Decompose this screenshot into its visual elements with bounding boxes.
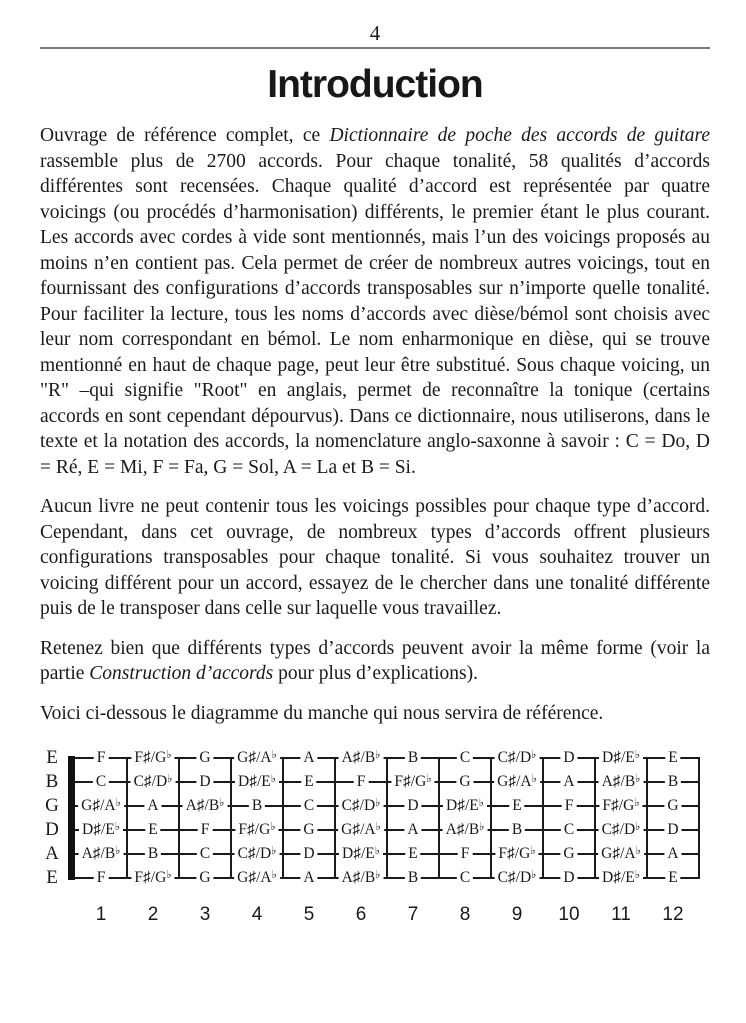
- note-cell: A: [664, 845, 681, 863]
- note-cell: G♯/A♭: [338, 821, 384, 839]
- note-cell: G: [456, 773, 473, 791]
- fret-number: 6: [355, 904, 367, 925]
- fret-number: 12: [662, 904, 684, 925]
- note-cell: F: [458, 845, 473, 863]
- fret-number: 1: [95, 904, 107, 925]
- page-title: Introduction: [267, 63, 483, 106]
- note-cell: A: [300, 869, 317, 887]
- note-cell: C: [457, 749, 473, 767]
- note-cell: D♯/E♭: [339, 845, 383, 863]
- note-cell: A♯/B♭: [443, 821, 488, 839]
- note-cell: B: [405, 869, 421, 887]
- note-cell: G: [560, 845, 577, 863]
- note-cell: F: [94, 869, 109, 887]
- text-run: Ouvrage de référence complet, ce: [40, 125, 330, 146]
- header-rule: [40, 47, 710, 49]
- note-cell: F♯/G♭: [131, 749, 174, 767]
- note-cell: G: [664, 797, 681, 815]
- fret-line: [438, 757, 440, 879]
- note-cell: F: [562, 797, 577, 815]
- note-cell: G♯/A♭: [494, 773, 540, 791]
- string-label: E: [46, 747, 58, 768]
- note-cell: C♯/D♭: [235, 845, 280, 863]
- text-run: Retenez bien que différents types d’accords peuvent avoir la même forme (voir la partie: [40, 637, 710, 684]
- fret-number: 7: [407, 904, 419, 925]
- fret-number: 2: [147, 904, 159, 925]
- note-cell: C♯/D♭: [131, 773, 176, 791]
- text-run: Aucun livre ne peut contenir tous les voicings possibles pour chaque type d’accord. Cependant, dans cet ouvrage, de nombreux types d’accords offrent plusieurs configurations transposables pour chaque tonalité. Si vous souhaitez trouver un voicing différent pour un accord, essayez de le chercher dans une tonalité différente puis de le transposer dans celle sur laquelle vous travaillez.: [40, 496, 710, 619]
- note-cell: D♯/E♭: [599, 869, 643, 887]
- fret-line: [282, 757, 284, 879]
- string-label: D: [45, 819, 59, 840]
- note-cell: C: [93, 773, 109, 791]
- note-cell: F♯/G♭: [235, 821, 278, 839]
- note-cell: E: [405, 845, 420, 863]
- fret-number: 4: [251, 904, 263, 925]
- fret-line: [698, 757, 700, 879]
- note-cell: D♯/E♭: [443, 797, 487, 815]
- note-cell: A♯/B♭: [599, 773, 644, 791]
- note-cell: G♯/A♭: [234, 869, 280, 887]
- note-cell: C♯/D♭: [495, 869, 540, 887]
- text-run: pour plus d’explications).: [273, 663, 478, 684]
- note-cell: E: [665, 749, 680, 767]
- note-cell: C: [301, 797, 317, 815]
- paragraph: [40, 494, 710, 622]
- note-cell: G♯/A♭: [78, 797, 124, 815]
- note-cell: E: [665, 869, 680, 887]
- note-cell: A♯/B♭: [183, 797, 228, 815]
- string-label: E: [46, 867, 58, 888]
- note-cell: D: [404, 797, 421, 815]
- note-cell: G♯/A♭: [234, 749, 280, 767]
- note-cell: F♯/G♭: [131, 869, 174, 887]
- note-cell: D: [560, 749, 577, 767]
- fret-number: 11: [611, 904, 631, 925]
- italic-run: Construction d’accords: [89, 663, 274, 684]
- fret-line: [126, 757, 128, 879]
- page-number: 4: [369, 21, 381, 45]
- note-cell: B: [405, 749, 421, 767]
- string-label: B: [45, 771, 59, 792]
- note-cell: F♯/G♭: [391, 773, 434, 791]
- paragraph: [40, 701, 710, 727]
- fret-line: [594, 757, 596, 879]
- note-cell: A♯/B♭: [339, 869, 384, 887]
- note-cell: D: [196, 773, 213, 791]
- note-cell: C♯/D♭: [495, 749, 540, 767]
- note-cell: C: [457, 869, 473, 887]
- note-cell: G♯/A♭: [598, 845, 644, 863]
- note-cell: A: [300, 749, 317, 767]
- fret-line: [386, 757, 388, 879]
- note-cell: B: [145, 845, 161, 863]
- note-cell: G: [300, 821, 317, 839]
- note-cell: D: [560, 869, 577, 887]
- body-text: [40, 123, 710, 726]
- string-label: A: [45, 843, 59, 864]
- note-cell: G: [196, 869, 213, 887]
- note-cell: C♯/D♭: [339, 797, 384, 815]
- paragraph: [40, 123, 710, 480]
- fret-number: 3: [199, 904, 211, 925]
- italic-run: Dictionnaire de poche des accords de guitare: [329, 125, 711, 146]
- note-cell: D♯/E♭: [599, 749, 643, 767]
- note-cell: E: [301, 773, 316, 791]
- note-cell: C: [197, 845, 213, 863]
- page-header: [40, 20, 710, 49]
- paragraph: [40, 636, 710, 687]
- nut: [68, 756, 75, 880]
- fret-number: 8: [459, 904, 471, 925]
- note-cell: G: [196, 749, 213, 767]
- note-cell: F: [94, 749, 109, 767]
- fret-number: 10: [558, 904, 580, 925]
- note-cell: C: [561, 821, 577, 839]
- fret-number: 5: [303, 904, 315, 925]
- string-label: G: [45, 795, 59, 816]
- note-cell: D: [300, 845, 317, 863]
- fret-line: [178, 757, 180, 879]
- note-cell: D: [664, 821, 681, 839]
- note-cell: A: [144, 797, 161, 815]
- note-cell: F: [198, 821, 213, 839]
- note-cell: A♯/B♭: [339, 749, 384, 767]
- note-cell: C♯/D♭: [599, 821, 644, 839]
- note-cell: A: [560, 773, 577, 791]
- note-cell: E: [145, 821, 160, 839]
- fret-line: [542, 757, 544, 879]
- fret-line: [490, 757, 492, 879]
- note-cell: B: [509, 821, 525, 839]
- note-cell: A: [404, 821, 421, 839]
- note-cell: B: [665, 773, 681, 791]
- fret-number: 9: [511, 904, 523, 925]
- fret-line: [230, 757, 232, 879]
- note-cell: F: [354, 773, 369, 791]
- note-cell: D♯/E♭: [79, 821, 123, 839]
- text-run: Voici ci-dessous le diagramme du manche qui nous servira de référence.: [40, 702, 604, 724]
- note-cell: D♯/E♭: [235, 773, 279, 791]
- fret-line: [334, 757, 336, 879]
- text-run: rassemble plus de 2700 accords. Pour chaque tonalité, 58 qualités d’accords différentes sont recensées. Chaque qualité d’accord est représentée par quatre voicings (ou procédés d’harmonisation) différents, le premier étant le plus courant. Les accords avec cordes à vide sont mentionnés, mais l’un des voicings proposés au moins n’en contient pas. Cela permet de créer de nombreux autres voicings, tout en fournissant des configurations d’accords transposables sur n’importe quelle tonalité. Pour faciliter la lecture, tous les noms d’accords avec dièse/bémol sont choisis avec leur nom correspondant en bémol. Le nom enharmonique en dièse, qui se trouve mentionné en haut de chaque page, peut leur être substitué. Sous chaque voicing, un "R" –qui signifie "Root" en anglais, permet de reconnaître la tonique (certains accords en sont cependant dépourvus). Dans ce dictionnaire, nous utiliserons, dans le texte et la notation des accords, la nomenclature anglo-saxonne à savoir : C = Do, D = Ré, E = Mi, F = Fa, G = Sol, A = La et B = Si.: [40, 150, 710, 478]
- note-cell: B: [249, 797, 265, 815]
- fretboard-diagram: [40, 746, 710, 934]
- note-cell: E: [509, 797, 524, 815]
- note-cell: F♯/G♭: [495, 845, 538, 863]
- note-cell: F♯/G♭: [599, 797, 642, 815]
- fret-line: [646, 757, 648, 879]
- note-cell: A♯/B♭: [79, 845, 124, 863]
